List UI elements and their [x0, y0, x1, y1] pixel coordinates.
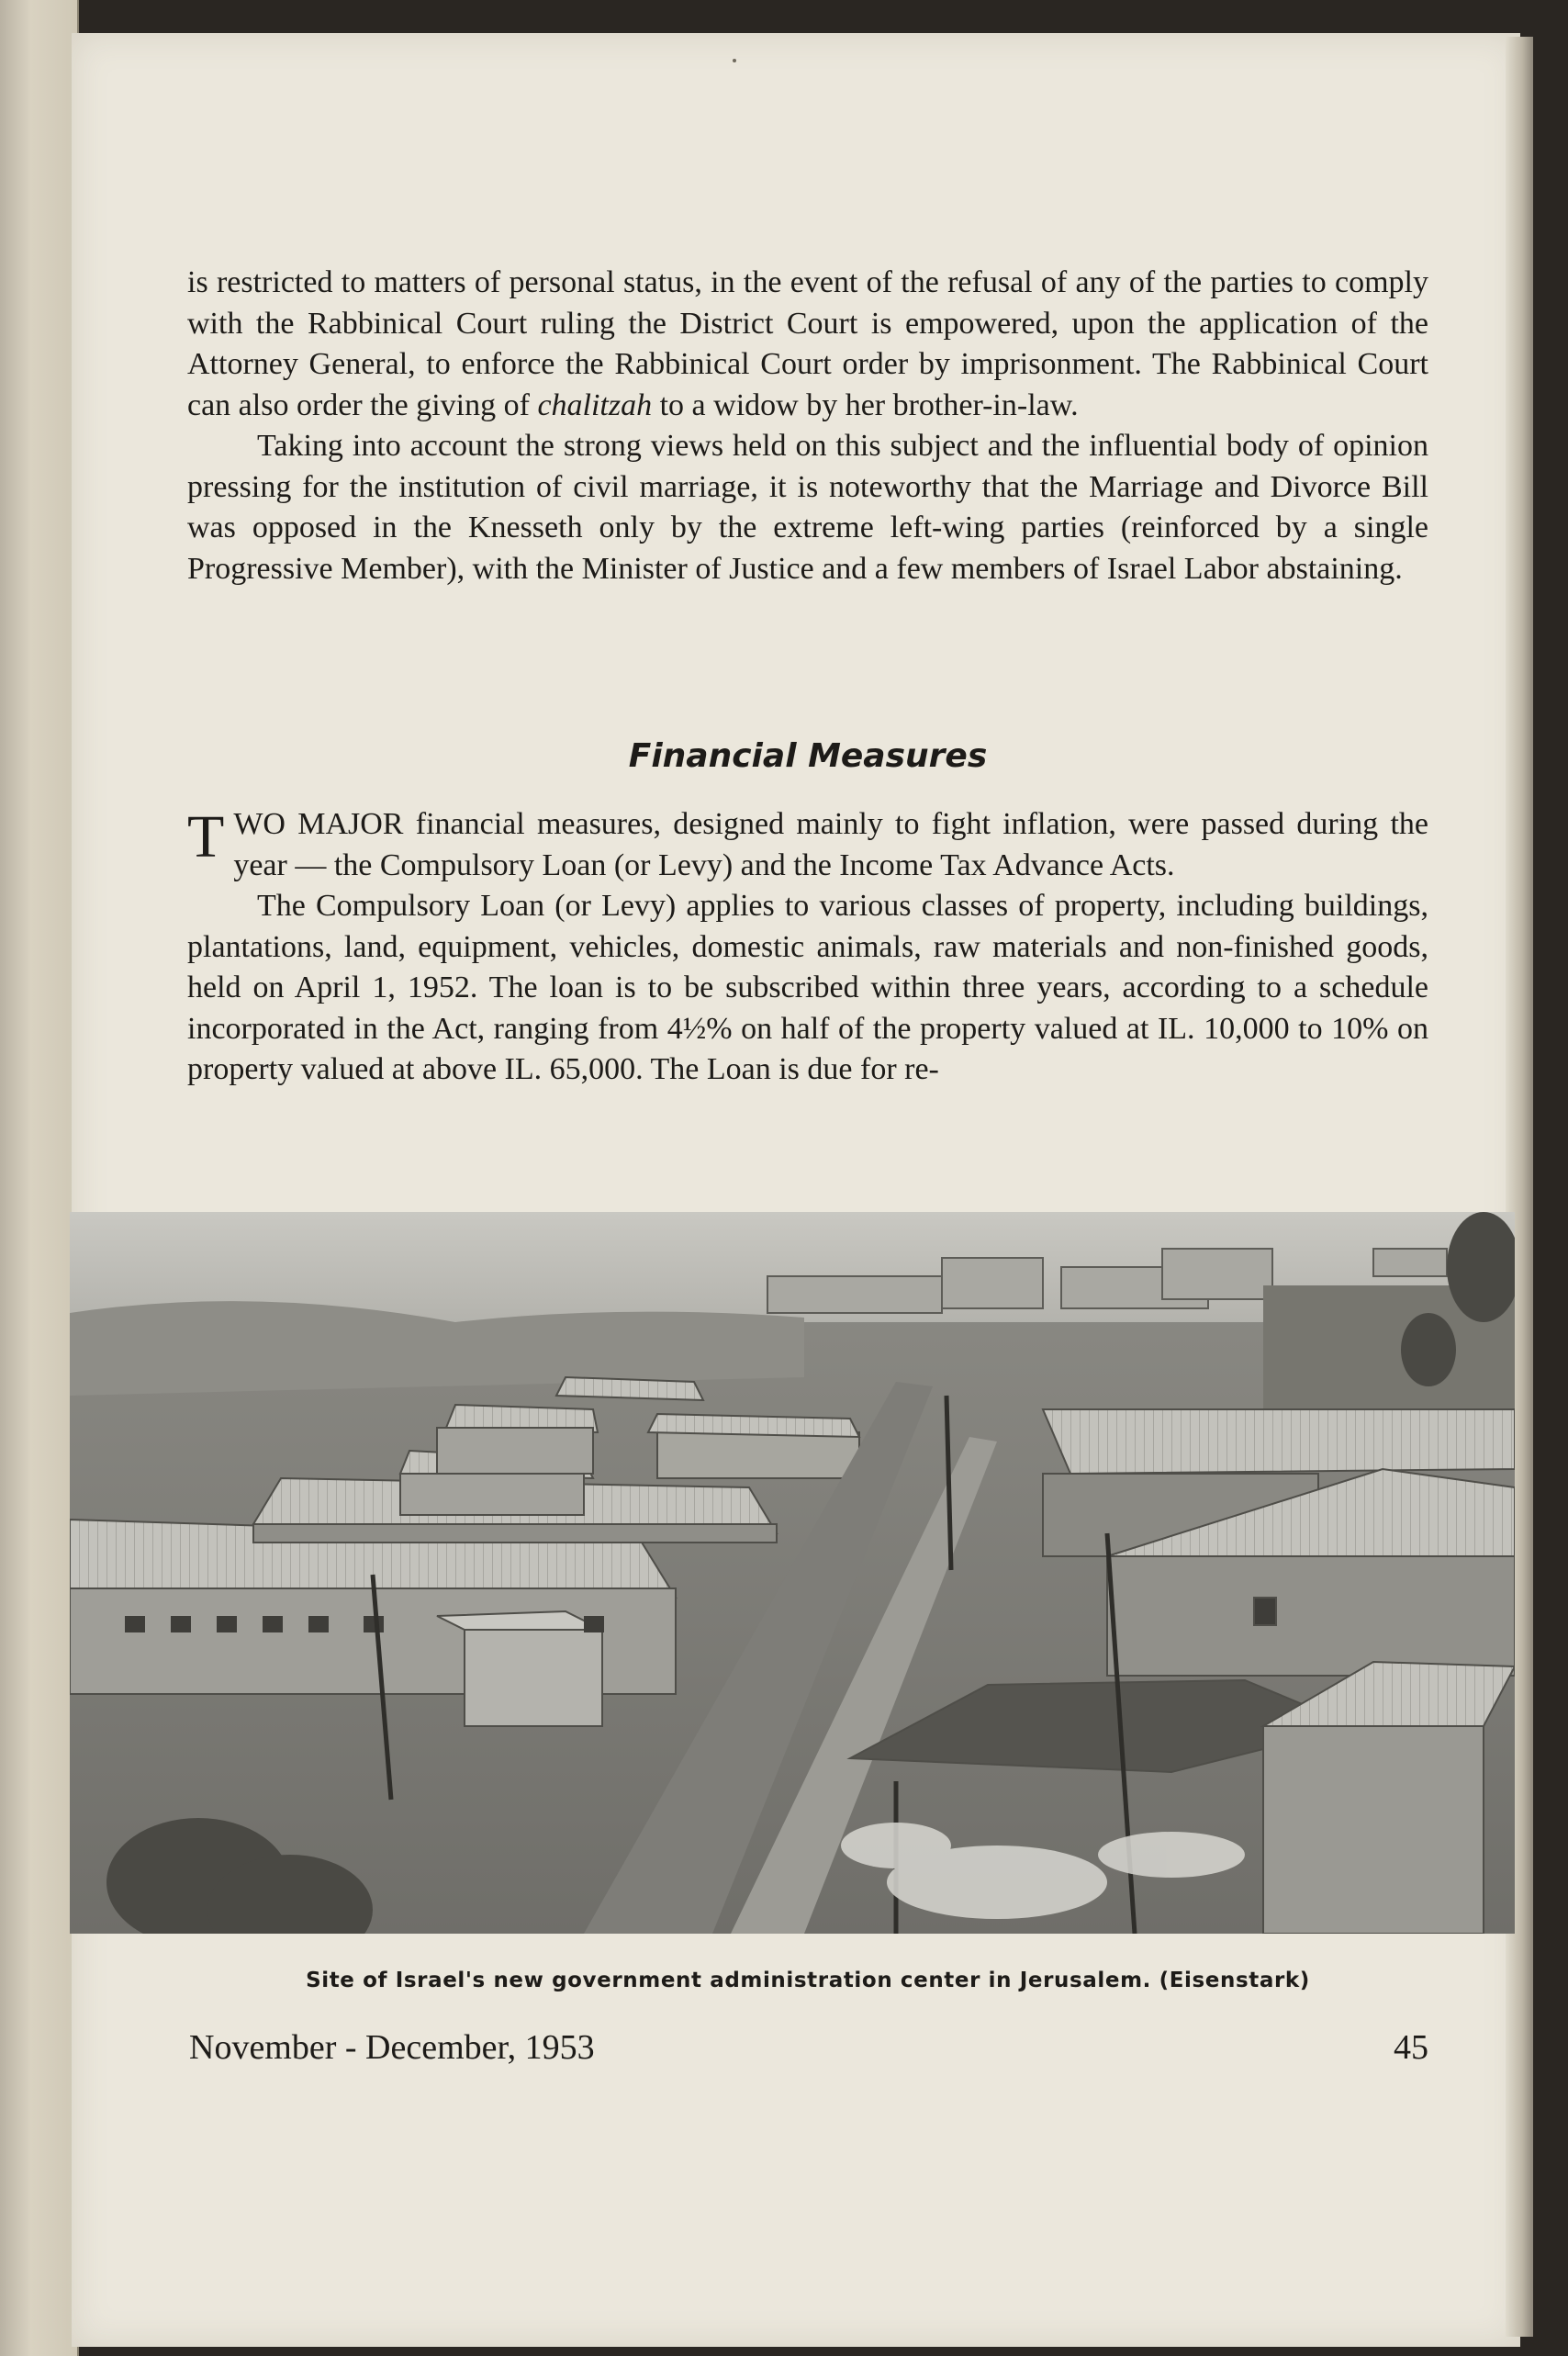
issue-date: November - December, 1953	[189, 2028, 595, 2067]
paragraph-1: is restricted to matters of personal status, in the event of the refusal of any of the parties to comply with the Rabbinical Court ruling the District Court is empowered, upon the application of the Attorney General, to enforce the Rabbinical Court order by imprisonment. The Rabbinical Court can also order the giving of chalitzah to a widow by her brother-in-law.	[187, 265, 1428, 422]
body-text-section	[187, 804, 1428, 1091]
body-text-top	[187, 263, 1428, 589]
section-paragraph-1: TWO MAJOR financial measures, designed mainly to fight inflation, were passed during the year — the Compulsory Loan (or Levy) and the Income Tax Advance Acts.	[187, 803, 1428, 882]
photo-illustration	[70, 1212, 1515, 1934]
paragraph-2: Taking into account the strong views held on this subject and the influential body of opinion pressing for the institution of civil marriage, it is noteworthy that the Marriage and Divorce Bill was opposed in the Knesseth only by the extreme left-wing parties (reinforced by a single Progressive Member), with the Minister of Justice and a few members of Israel Labor abstaining.	[187, 429, 1428, 586]
section-paragraph-2: The Compulsory Loan (or Levy) applies to various classes of property, including buildings, plantations, land, equipment, vehicles, domestic animals, raw materials and non-finished goods, held on April 1, 1952. The loan is to be subscribed within three years, according to a schedule incorporated in the Act, ranging from 4½% on half of the property valued at IL. 10,000 to 10% on property valued at above IL. 65,000. The Loan is due for re-	[187, 889, 1428, 1086]
facing-page-edge	[0, 0, 79, 2356]
photograph	[70, 1212, 1515, 1934]
page-number: 45	[1394, 2028, 1428, 2067]
photo-caption: Site of Israel's new government administration center in Jerusalem. (Eisenstark)	[306, 1969, 1310, 1992]
drop-cap: T	[187, 803, 225, 870]
section-heading: Financial Measures	[628, 737, 988, 775]
print-mark	[733, 59, 736, 62]
italic-term: chalitzah	[537, 387, 653, 422]
page-stack-edge	[1506, 37, 1533, 2337]
